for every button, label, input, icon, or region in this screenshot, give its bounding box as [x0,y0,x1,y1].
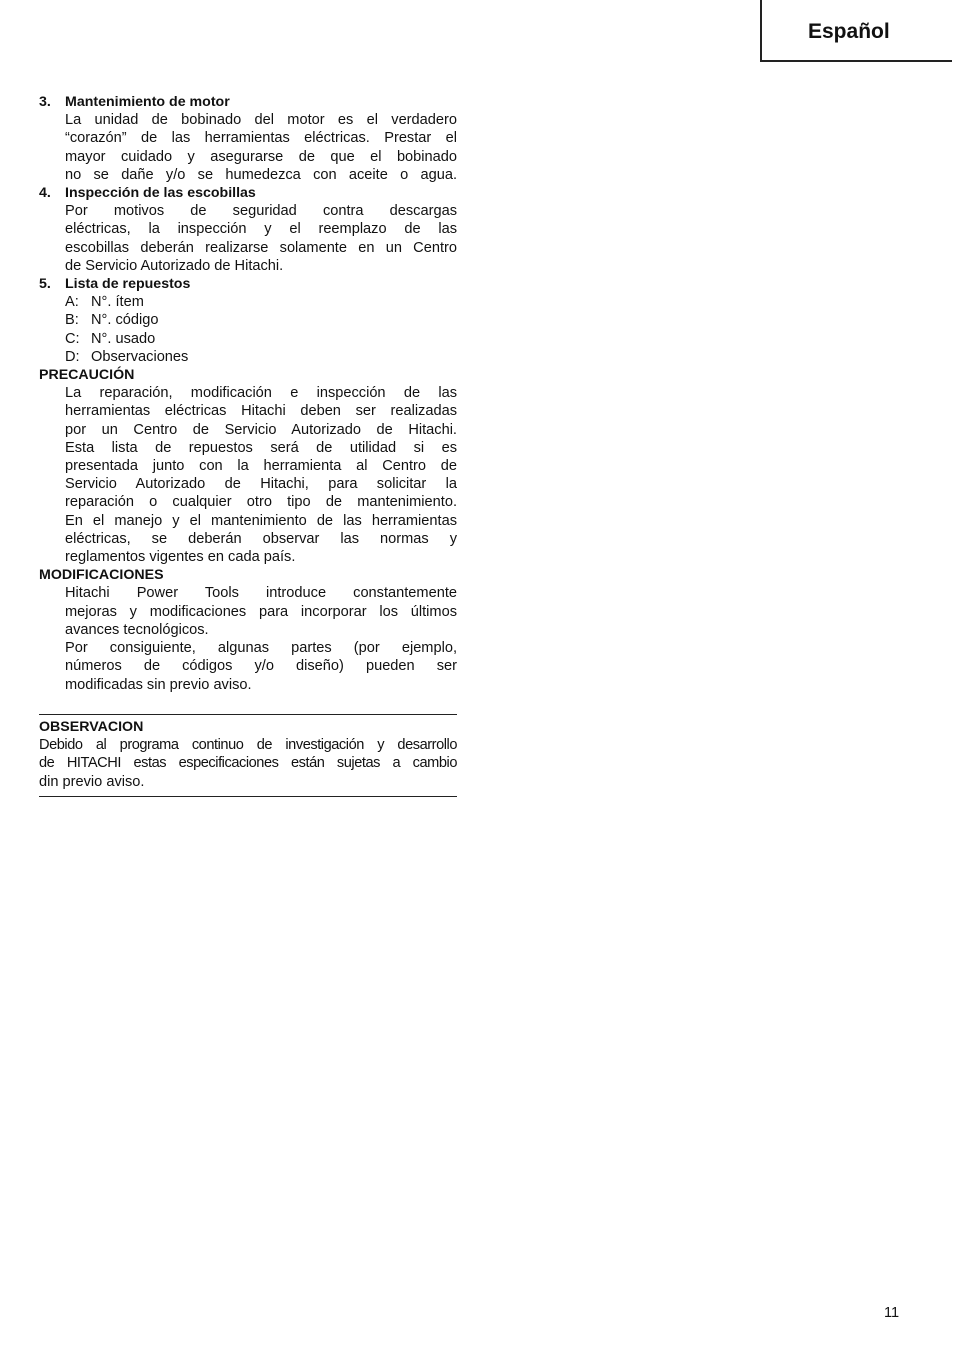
parts-list-item [65,311,457,329]
parts-text: N°. ítem [91,294,144,311]
section-number: 4. [39,185,51,202]
text-line: no se dañe y/o se humedezca con aceite o agua. [65,166,457,183]
section-heading-parts-list [39,275,457,293]
text-line: modificadas sin previo aviso. [65,676,252,693]
parts-list-item [65,330,457,348]
text-line: Hitachi Power Tools introduce constantemente [65,585,457,602]
modifications-body [39,584,457,693]
parts-letter: B: [65,312,79,329]
text-line: “corazón” de las herramientas eléctricas. Prestar el [65,130,457,147]
section-heading-motor [39,93,457,111]
parts-list [39,293,457,366]
parts-text: Observaciones [91,348,189,365]
modifications-heading: MODIFICACIONES [39,567,164,584]
text-line: eléctricas, la inspección y el reemplazo de las [65,221,457,238]
caution-body [39,384,457,566]
main-column [39,93,457,694]
text-line: din previo aviso. [39,773,145,790]
parts-text: N°. código [91,312,159,329]
text-line: En el manejo y el mantenimiento de las herramientas [65,512,457,529]
text-line: Servicio Autorizado de Hitachi, para solicitar la [65,476,457,493]
text-line: por un Centro de Servicio Autorizado de Hitachi. [65,421,457,438]
text-line: escobillas deberán realizarse solamente en un Centro [65,239,457,256]
text-line: Debido al programa continuo de investigación y desarrollo [39,737,457,754]
language-label: Español [808,20,890,43]
section-number: 3. [39,94,51,110]
text-line: mayor cuidado y asegurarse de que el bobinado [65,148,457,165]
parts-letter: D: [65,348,80,365]
parts-letter: A: [65,294,79,311]
text-line: La reparación, modificación e inspección de las [65,385,457,402]
text-line: Esta lista de repuestos será de utilidad si es [65,439,457,456]
text-line: Por consiguiente, algunas partes (por ejemplo, [65,640,457,657]
parts-text: N°. usado [91,330,156,347]
section-body-motor [39,111,457,184]
parts-letter: C: [65,330,80,347]
section-title: Mantenimiento de motor [65,94,230,110]
text-line: Por motivos de seguridad contra descargas [65,203,457,220]
text-line: presentada junto con la herramienta al Centro de [65,458,457,475]
text-line: mejoras y modificaciones para incorporar los últimos [65,603,457,620]
section-body-brushes [39,202,457,275]
text-line: herramientas eléctricas Hitachi deben ser realizadas [65,403,457,420]
text-line: La unidad de bobinado del motor es el verdadero [65,112,457,129]
text-line: números de códigos y/o diseño) pueden ser [65,658,457,675]
section-title: Lista de repuestos [65,276,191,293]
text-line: eléctricas, se deberán observar las normas y [65,530,457,547]
section-heading-brushes [39,184,457,202]
text-line: de Servicio Autorizado de Hitachi. [65,257,284,274]
section-title: Inspección de las escobillas [65,185,256,202]
text-line: reglamentos vigentes en cada país. [65,549,296,566]
parts-list-item [65,348,457,366]
observation-box [39,714,457,797]
text-line: de HITACHI estas especificaciones están sujetas a cambio [39,755,457,772]
observation-heading: OBSERVACION [39,719,144,735]
parts-list-item [65,293,457,311]
language-tab [760,0,952,62]
section-number: 5. [39,276,51,293]
page-number: 11 [884,1305,900,1321]
caution-heading: PRECAUCIÓN [39,367,135,384]
text-line: reparación o cualquier otro tipo de mantenimiento. [65,494,457,511]
text-line: avances tecnológicos. [65,621,209,638]
